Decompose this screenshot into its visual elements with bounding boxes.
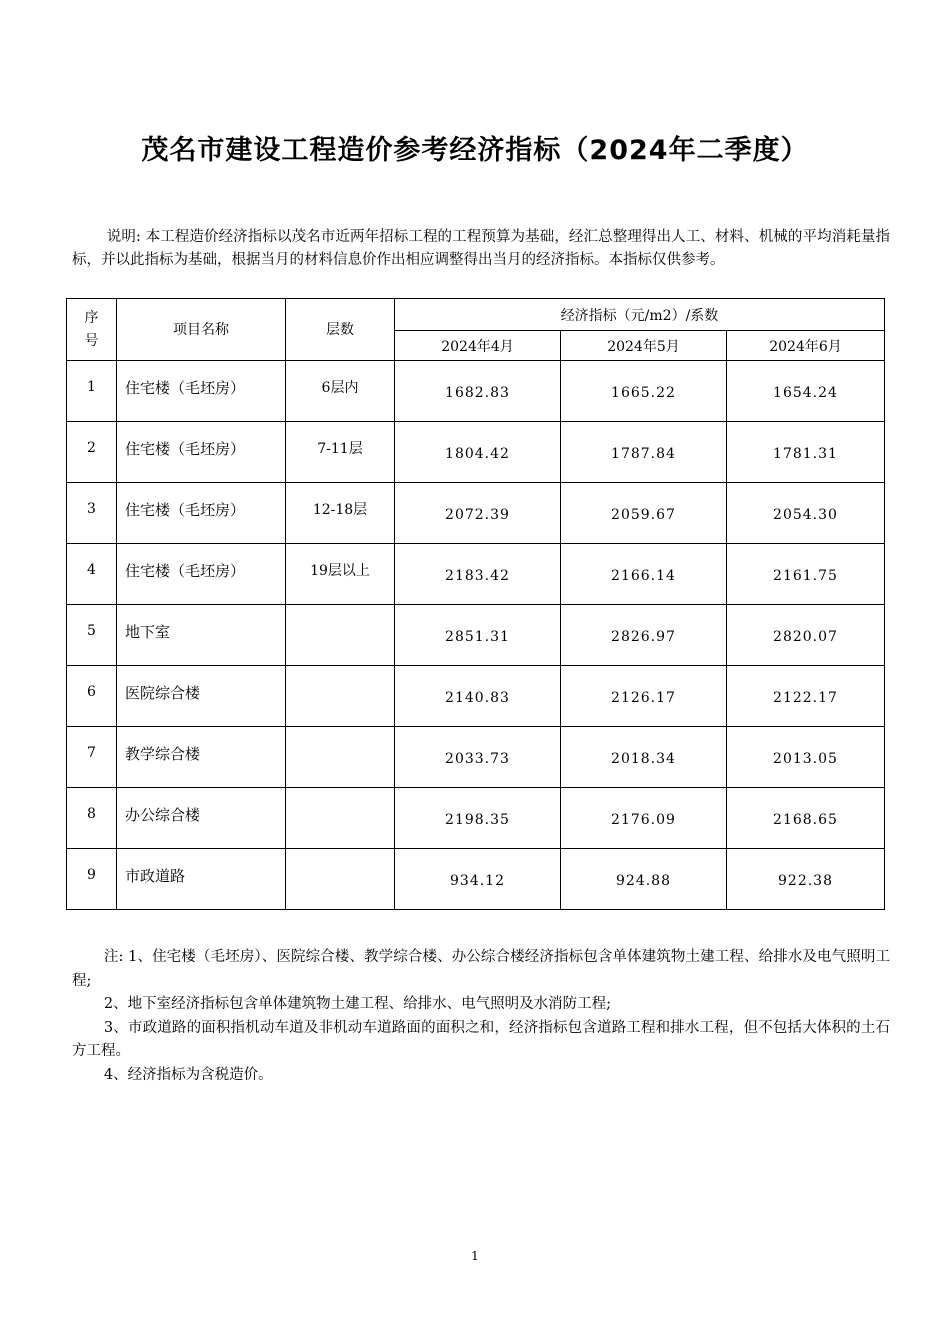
table-row [67,788,885,849]
row-value-may: 1665.22 [561,361,727,422]
row-value-jun: 2122.17 [727,666,885,727]
row-name: 办公综合楼 [117,788,286,849]
row-name: 住宅楼（毛坯房） [117,544,286,605]
row-value-apr: 2198.35 [395,788,561,849]
row-value-jun: 922.38 [727,849,885,910]
row-value-may: 2826.97 [561,605,727,666]
row-no: 9 [67,849,117,910]
row-value-jun: 2168.65 [727,788,885,849]
header-index-group: 经济指标（元/m2）/系数 [395,299,885,331]
row-value-may: 1787.84 [561,422,727,483]
row-name: 市政道路 [117,849,286,910]
row-value-apr: 1804.42 [395,422,561,483]
row-name: 地下室 [117,605,286,666]
row-value-apr: 2033.73 [395,727,561,788]
note-item: 4、经济指标为含税造价。 [103,1066,273,1083]
row-floors [286,788,395,849]
header-month-apr: 2024年4月 [395,331,561,361]
row-value-apr: 2183.42 [395,544,561,605]
row-value-apr: 1682.83 [395,361,561,422]
note-item: 注: 1、住宅楼（毛坯房）、医院综合楼、教学综合楼、办公综合楼经济指标包含单体建筑物土建工程、给排水及电气照明工程; [72,949,890,989]
table-header-row [67,299,885,331]
note-item: 2、地下室经济指标包含单体建筑物土建工程、给排水、电气照明及水消防工程; [103,996,611,1012]
row-floors [286,727,395,788]
row-name: 住宅楼（毛坯房） [117,483,286,544]
row-name: 医院综合楼 [117,666,286,727]
row-name: 住宅楼（毛坯房） [117,422,286,483]
row-no: 3 [67,483,117,544]
row-floors: 12-18层 [286,483,395,544]
note-item: 3、市政道路的面积指机动车道及非机动车道路面的面积之和，经济指标包含道路工程和排水工程，但不包括大体积的土石方工程。 [72,1019,890,1059]
intro-paragraph [72,226,890,272]
row-name: 教学综合楼 [117,727,286,788]
row-no: 8 [67,788,117,849]
row-value-may: 924.88 [561,849,727,910]
row-value-apr: 2072.39 [395,483,561,544]
row-value-jun: 2054.30 [727,483,885,544]
row-no: 4 [67,544,117,605]
header-floors: 层数 [286,299,395,361]
row-value-apr: 2140.83 [395,666,561,727]
page-number: 1 [471,1249,479,1263]
row-value-jun: 2820.07 [727,605,885,666]
table-row [67,605,885,666]
row-value-may: 2059.67 [561,483,727,544]
table-row [67,666,885,727]
economic-index-table [66,298,885,910]
table-row [67,727,885,788]
row-floors [286,849,395,910]
row-floors [286,666,395,727]
row-no: 6 [67,666,117,727]
row-value-may: 2166.14 [561,544,727,605]
page-title: 茂名市建设工程造价参考经济指标（2024年二季度） [141,135,809,166]
row-no: 1 [67,361,117,422]
notes-section [72,946,890,1087]
table-row [67,422,885,483]
row-value-jun: 2013.05 [727,727,885,788]
row-value-may: 2126.17 [561,666,727,727]
table-row [67,544,885,605]
header-no-label: 序号 [84,309,99,349]
header-no [67,299,117,361]
row-value-jun: 1654.24 [727,361,885,422]
table-row [67,361,885,422]
row-floors: 19层以上 [286,544,395,605]
row-no: 5 [67,605,117,666]
row-value-apr: 934.12 [395,849,561,910]
row-floors: 7-11层 [286,422,395,483]
row-no: 7 [67,727,117,788]
intro-text: 说明: 本工程造价经济指标以茂名市近两年招标工程的工程预算为基础，经汇总整理得出人工、材料、机械的平均消耗量指标，并以此指标为基础，根据当月的材料信息价作出相应调整得出当月的经济指标。本指标仅供参考。 [72,229,890,268]
header-name: 项目名称 [117,299,286,361]
row-name: 住宅楼（毛坯房） [117,361,286,422]
header-month-jun: 2024年6月 [727,331,885,361]
row-value-jun: 1781.31 [727,422,885,483]
row-value-may: 2176.09 [561,788,727,849]
table-row [67,849,885,910]
row-value-may: 2018.34 [561,727,727,788]
row-no: 2 [67,422,117,483]
row-value-apr: 2851.31 [395,605,561,666]
row-floors [286,605,395,666]
row-floors: 6层内 [286,361,395,422]
header-month-may: 2024年5月 [561,331,727,361]
row-value-jun: 2161.75 [727,544,885,605]
table-row [67,483,885,544]
